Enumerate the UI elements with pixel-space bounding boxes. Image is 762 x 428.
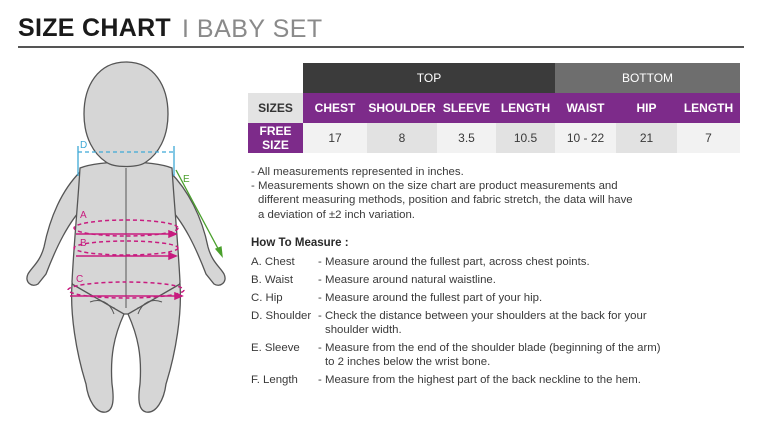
- col-header: CHEST: [303, 93, 367, 123]
- col-header: SHOULDER: [367, 93, 437, 123]
- note-line: different measuring methods, position and fabric stretch, the data will have: [258, 194, 633, 207]
- label-b: B: [80, 238, 87, 249]
- measure-desc: - Measure around natural waistline.: [318, 274, 496, 286]
- value-cell: 21: [616, 123, 677, 153]
- note-line: a deviation of ±2 inch variation.: [258, 208, 415, 221]
- measure-desc: - Check the distance between your shoulders at the back for your: [318, 310, 647, 322]
- how-to-title: How To Measure :: [251, 237, 349, 249]
- measure-desc: - Measure around the fullest part of your hip.: [318, 292, 543, 304]
- measure-desc: - Measure from the highest part of the back neckline to the hem.: [318, 374, 641, 386]
- label-d: D: [80, 140, 88, 151]
- measure-desc: - Measure around the fullest part, across chest points.: [318, 256, 590, 268]
- label-a: A: [80, 210, 87, 221]
- value-cell: 17: [303, 123, 367, 153]
- measure-desc: shoulder width.: [325, 324, 402, 336]
- value-cell: 7: [677, 123, 740, 153]
- measure-label: D. Shoulder: [251, 310, 312, 322]
- col-header: WAIST: [555, 93, 616, 123]
- baby-measurement-diagram: [10, 52, 246, 422]
- col-header: LENGTH: [677, 93, 740, 123]
- page-subtitle: I BABY SET: [182, 15, 323, 43]
- value-cell: 8: [367, 123, 437, 153]
- measure-label: F. Length: [251, 374, 298, 386]
- value-cell: 10 - 22: [555, 123, 616, 153]
- label-c: C: [76, 274, 84, 285]
- group-top: TOP: [303, 63, 555, 93]
- head-shape: [84, 62, 168, 167]
- table-row: [248, 123, 740, 153]
- col-header: LENGTH: [496, 93, 555, 123]
- size-table: [248, 63, 740, 153]
- note-line: - Measurements shown on the size chart are product measurements and: [251, 180, 618, 193]
- label-e: E: [183, 174, 190, 185]
- group-bottom: BOTTOM: [555, 63, 740, 93]
- page-header: [18, 12, 744, 48]
- measurement-notes: [251, 165, 751, 222]
- measure-label: A. Chest: [251, 256, 295, 268]
- value-cell: 10.5: [496, 123, 555, 153]
- page-title: SIZE CHART: [18, 14, 171, 42]
- measure-desc: to 2 inches below the wrist bone.: [325, 356, 491, 368]
- note-line: - All measurements represented in inches.: [251, 166, 464, 178]
- measure-label: C. Hip: [251, 292, 283, 304]
- sizes-header: SIZES: [248, 93, 303, 123]
- measure-label: E. Sleeve: [251, 342, 300, 354]
- size-cell: FREE SIZE: [248, 123, 303, 153]
- measure-label: B. Waist: [251, 274, 293, 286]
- value-cell: 3.5: [437, 123, 496, 153]
- measure-desc: - Measure from the end of the shoulder blade (beginning of the arm): [318, 342, 661, 354]
- col-header: SLEEVE: [437, 93, 496, 123]
- col-header: HIP: [616, 93, 677, 123]
